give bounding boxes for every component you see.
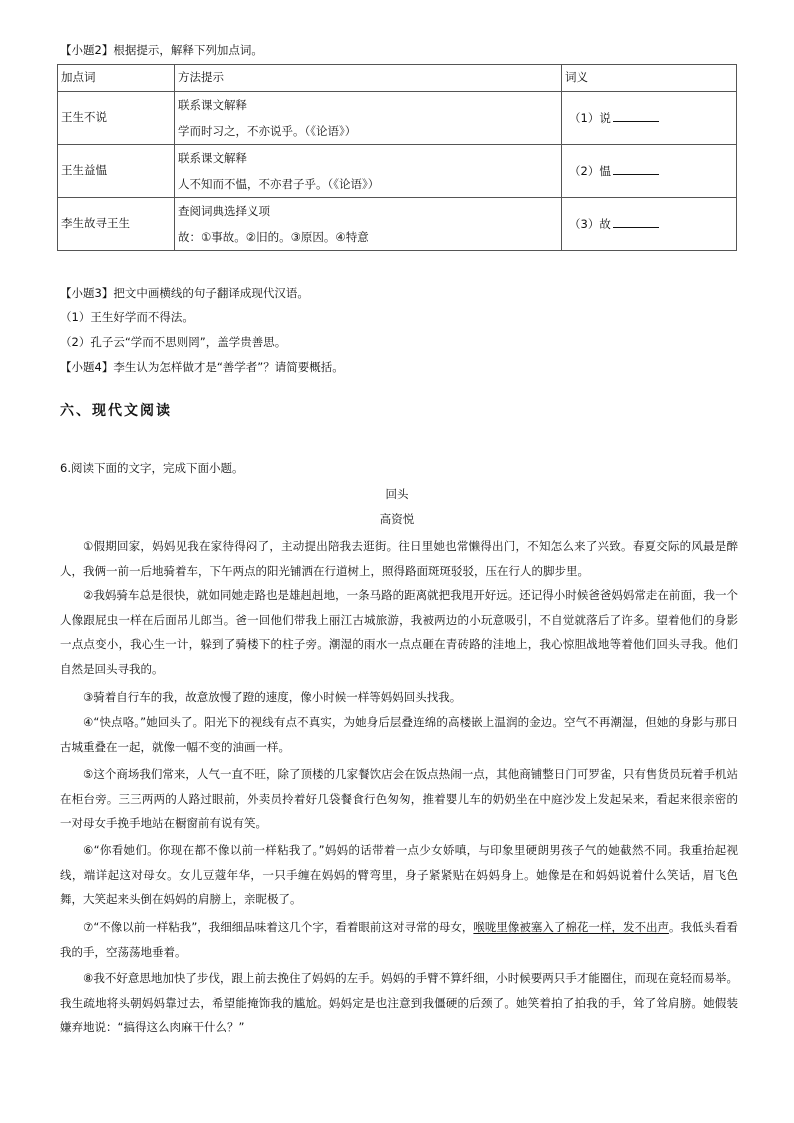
table-row — [58, 145, 737, 198]
paragraph-1: ①假期回家，妈妈见我在家待得闷了，主动提出陪我去逛街。往日里她也常懒得出门，不知怎么来了兴致。春夏交际的风最是醉人，我俩一前一后地骑着车，下午两点的阳光铺洒在行道树上，照得路面斑斑驳驳，压在行人的脚步里。 — [60, 539, 738, 578]
answer-cell: （2）愠 — [562, 145, 737, 198]
vocabulary-table — [57, 64, 737, 251]
article-title: 回头 — [385, 487, 409, 501]
paragraph-7: ⑦“不像以前一样粘我”，我细细品味着这几个字，看着眼前这对寻常的母女，喉咙里像被塞入了棉花一样，发不出声。我低头看看我的手，空荡荡地垂着。 — [60, 920, 738, 959]
question-6-intro: 6.阅读下面的文字，完成下面小题。 — [60, 461, 244, 475]
section-title: 六、现代文阅读 — [60, 403, 172, 419]
answer-blank[interactable] — [613, 163, 659, 175]
answer-cell: （1）说 — [562, 92, 737, 145]
underlined-sentence: 喉咙里像被塞入了棉花一样，发不出声 — [473, 920, 669, 934]
table-row — [58, 92, 737, 145]
method-hint-cell: 联系课文解释 人不知而不愠，不亦君子乎。（《论语》） — [175, 145, 562, 198]
paragraph-8: ⑧我不好意思地加快了步伐，跟上前去挽住了妈妈的左手。妈妈的手臂不算纤细，小时候要两只手才能圈住，而现在竟轻而易举。我生疏地将头朝妈妈靠过去，希望能掩饰我的尴尬。妈妈定是也注意到我僵硬的后颈了。她笑着拍了拍我的手，耸了耸肩膀。她假装嫌弃地说：“搞得这么肉麻干什么？” — [60, 971, 738, 1034]
header-word: 加点词 — [58, 65, 175, 92]
paragraph-4: ④“快点咯。”她回头了。阳光下的视线有点不真实，为她身后层叠连绵的高楼嵌上温润的金边。空气不再潮湿，但她的身影与那日古城重叠在一起，就像一幅不变的油画一样。 — [60, 715, 738, 754]
paragraph-2: ②我妈骑车总是很快，就如同她走路也是雄赳赳地，一条马路的距离就把我甩开好远。还记得小时候爸爸妈妈常走在前面，我一个人像跟屁虫一样在后面吊儿郎当。爸一回他们带我上丽江古城旅游，我被两边的小玩意吸引，不自觉就落后了许多。望着他们的身影一点点变小，我心生一计，躲到了骑楼下的柱子旁。潮湿的雨水一点点砸在青砖路的洼地上，我心惊胆战地等着他们回头寻我。他们自然是回头寻我的。 — [60, 588, 738, 676]
method-hint-cell: 联系课文解释 学而时习之，不亦说乎。（《论语》） — [175, 92, 562, 145]
dotted-word-cell: 李生故寻王生 — [58, 198, 175, 251]
question-2-heading: 【小题2】根据提示，解释下列加点词。 — [60, 43, 263, 57]
question-3-item-2: （2）孔子云“学而不思则罔”，盖学贵善思。 — [60, 335, 287, 349]
paragraph-6: ⑥“你看她们。你现在都不像以前一样粘我了。”妈妈的话带着一点少女娇嗔，与印象里硬朗男孩子气的她截然不同。我重抬起视线，端详起这对母女。女儿豆蔻年华，一只手缠在妈妈的臂弯里，身子紧紧贴在妈妈身上。她像是在和妈妈说着什么笑话，眉飞色舞，大笑起来头倒在妈妈的肩膀上，亲昵极了。 — [60, 843, 738, 906]
paragraph-5: ⑤这个商场我们常来，人气一直不旺，除了顶楼的几家餐饮店会在饭点热闹一点，其他商铺整日门可罗雀，只有售货员玩着手机站在柜台旁。三三两两的人路过眼前，外卖员拎着好几袋餐食行色匆匆，推着婴儿车的奶奶坐在中庭沙发上发起呆来，看起来很亲密的一对母女手挽手地站在橱窗前有说有笑。 — [60, 767, 738, 830]
answer-blank[interactable] — [613, 110, 659, 122]
header-meaning: 词义 — [562, 65, 737, 92]
table-row — [58, 198, 737, 251]
dotted-word-cell: 王生益愠 — [58, 145, 175, 198]
question-3-item-1: （1）王生好学而不得法。 — [60, 310, 194, 324]
answer-cell: （3）故 — [562, 198, 737, 251]
dotted-word-cell: 王生不说 — [58, 92, 175, 145]
question-4-heading: 【小题4】李生认为怎样做才是“善学者”？请简要概括。 — [60, 360, 344, 374]
method-hint-cell: 查阅词典选择义项 故：①事故。②旧的。③原因。④特意 — [175, 198, 562, 251]
article-author: 高资悦 — [379, 512, 415, 526]
question-3-heading: 【小题3】把文中画横线的句子翻译成现代汉语。 — [60, 286, 309, 300]
table-header-row — [58, 65, 737, 92]
header-method: 方法提示 — [175, 65, 562, 92]
answer-blank[interactable] — [613, 216, 659, 228]
paragraph-3: ③骑着自行车的我，故意放慢了蹬的速度，像小时候一样等妈妈回头找我。 — [83, 690, 462, 704]
